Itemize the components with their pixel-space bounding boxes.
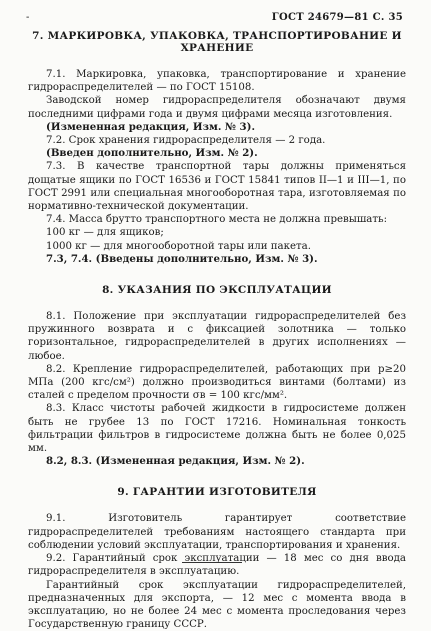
paragraph: 9.1. Изготовитель гарантирует соответствие гидрораспределителей требованиям настоящего стандарта при соблюдении условий эксплуатации, транспортирования и хранения. bbox=[28, 512, 406, 552]
corner-mark: - bbox=[26, 12, 29, 23]
paragraph: 100 кг — для ящиков; bbox=[28, 226, 406, 239]
page-header: ГОСТ 24679—81 С. 35 bbox=[272, 12, 403, 23]
amendment-note: (Измененная редакция, Изм. № 3). bbox=[28, 121, 406, 134]
paragraph: 7.1. Маркировка, упаковка, транспортирование и хранение гидрораспределителей — по ГОСТ 15108. bbox=[28, 68, 406, 94]
paragraph: 1000 кг — для многооборотной тары или пакета. bbox=[28, 240, 406, 253]
paragraph: 9.2. Гарантийный срок эксплуатации — 18 мес со дня ввода гидрораспределителя в эксплуатацию. bbox=[28, 552, 406, 578]
amendment-note: (Введен дополнительно, Изм. № 2). bbox=[28, 147, 406, 160]
paragraph: 8.3. Класс чистоты рабочей жидкости в гидросистеме должен быть не грубее 13 по ГОСТ 17216. Номинальная тонкость фильтрации фильтров в гидросистеме должна быть не более 0,025 мм. bbox=[28, 402, 406, 455]
paragraph: Заводской номер гидрораспределителя обозначают двумя последними цифрами года и двумя цифрами месяца изготовления. bbox=[28, 94, 406, 120]
amendment-note: 8.2, 8.3. (Измененная редакция, Изм. № 2). bbox=[28, 455, 406, 468]
amendment-note: 7.3, 7.4. (Введены дополнительно, Изм. № 3). bbox=[28, 253, 406, 266]
paragraph: 7.2. Срок хранения гидрораспределителя — 2 года. bbox=[28, 134, 406, 147]
section-9-title: 9. ГАРАНТИИ ИЗГОТОВИТЕЛЯ bbox=[28, 486, 406, 498]
paragraph: 7.3. В качестве транспортной тары должны применяться дощатые ящики по ГОСТ 16536 и ГОСТ 15841 типов II—1 и III—1, по ГОСТ 2991 или специальная многооборотная тара, изготовляемая по нормативно-технической документации. bbox=[28, 160, 406, 213]
section-7-title: 7. МАРКИРОВКА, УПАКОВКА, ТРАНСПОРТИРОВАНИЕ И ХРАНЕНИЕ bbox=[28, 30, 406, 54]
paragraph: Гарантийный срок эксплуатации гидрораспределителей, предназначенных для экспорта, — 12 мес с момента ввода в эксплуатацию, но не более 24 мес с момента проследования через Государственную границу СССР. bbox=[28, 579, 406, 631]
page-content bbox=[28, 30, 406, 631]
end-divider bbox=[182, 562, 242, 563]
paragraph: 8.1. Положение при эксплуатации гидрораспределителей без пружинного возврата и с фиксацией золотника — только горизонтальное, гидрораспределителей в других исполнениях — любое. bbox=[28, 310, 406, 363]
paragraph: 7.4. Масса брутто транспортного места не должна превышать: bbox=[28, 213, 406, 226]
paragraph: 8.2. Крепление гидрораспределителей, работающих при p≥20 МПа (200 кгс/см²) должно производиться винтами (болтами) из сталей с пределом прочности σв = 100 кгс/мм². bbox=[28, 363, 406, 403]
section-8-title: 8. УКАЗАНИЯ ПО ЭКСПЛУАТАЦИИ bbox=[28, 284, 406, 296]
